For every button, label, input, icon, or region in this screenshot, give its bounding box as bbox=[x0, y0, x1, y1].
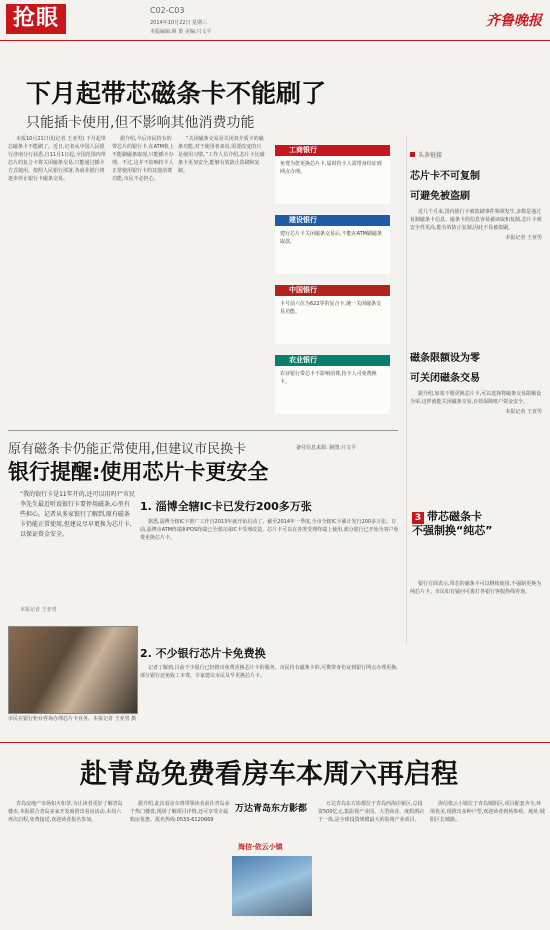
right-headline-1b: 可避免被盗刷 bbox=[410, 191, 470, 202]
byline: 本报记者 王亚男 bbox=[505, 409, 542, 415]
right-text-1: 近几个月来,国内银行卡被盗刷事件频频发生,多数是通过复制磁条卡信息。磁条卡的信息容易被读取和复制,芯片卡则安全性更高,能有效防止复制,因此不易被盗刷。 本报记者 王亚男 bbox=[410, 209, 542, 241]
right-headline-1a: 芯片卡不可复制 bbox=[410, 171, 480, 182]
bank-name: 中国银行 bbox=[275, 285, 390, 296]
bank-card-icbc bbox=[275, 145, 390, 207]
sidebar-headline: 3 带芯磁条卡 不强制换“纯芯” bbox=[412, 510, 493, 537]
bank-card-boc bbox=[275, 285, 390, 347]
story1-column-3: “关闭磁条交易是关闭双介质卡的磁条功能,对于使用者来说,需要改变的只是使用习惯。”工作人员介绍,芯片卡比磁条卡更加安全,能够有效防止盗刷和复制。 bbox=[178, 136, 265, 174]
story1-column-1: 本报10月21日讯(记者 王亚男) 下月起带芯磁条卡不能刷了。近日,记者从中国人民银行济南分行获悉,自11月1日起,全国范围内带芯片的复合卡将关闭磁条交易,只能通过插卡方式使用。按照人民银行部署,各商业银行将逐步停止银行卡磁条交易。 bbox=[8, 136, 106, 182]
bank-note: 农业银行带芯卡不影响消费,持卡人可免费换卡。 bbox=[275, 366, 390, 414]
story3-column-e: 海信依云小镇位于青岛城阳区,项目配套齐全,环境优美,现推出多种户型,欢迎读者到场参观。地址:城阳区长城路。 bbox=[430, 801, 545, 823]
story2-headline: 银行提醒:使用芯片卡更安全 bbox=[8, 460, 269, 484]
byline: 本报记者 王亚男 bbox=[505, 235, 542, 241]
bank-note: 建行芯片卡关闭磁条交易后,不能在ATM刷磁条取款。 bbox=[275, 226, 390, 274]
link-tag: 头条链接 bbox=[410, 150, 442, 159]
story2-subheading-1: 1. 淄博全辖IC卡已发行200多万张 bbox=[140, 500, 312, 513]
bank-card-ccb bbox=[275, 215, 390, 277]
ad-subtitle: 海信·依云小镇 bbox=[238, 843, 283, 851]
photo-caption: 市民在银行柜台咨询办理芯片卡业务。本报记者 王亚男 摄 bbox=[8, 716, 137, 722]
bank-card-abc bbox=[275, 355, 390, 417]
newspaper-logo: 齐鲁晚报 bbox=[486, 13, 542, 29]
ad-title: 万达青岛东方影都 bbox=[235, 804, 308, 814]
bank-infographic bbox=[270, 135, 400, 435]
bank-note: 卡号前六位为622等的复合卡,统一关闭磁条交易功能。 bbox=[275, 296, 390, 344]
bottom-section-divider bbox=[0, 742, 550, 743]
sidebar-text: 银行方面表示,带芯的磁条卡可以继续使用,不强制更换为纯芯片卡。市民如有疑问可拨打各银行客服热线咨询。 bbox=[410, 581, 542, 595]
bank-name: 工商银行 bbox=[275, 145, 390, 156]
story2-text-2: 记者了解到,目前不少银行已经推出免费更换芯片卡的服务。市民持有磁条卡的,可携带身份证到银行网点办理更换,部分银行还免收工本费。专家建议市民及早更换芯片卡。 bbox=[140, 665, 398, 679]
bank-note: 免费为您更换芯片卡,届时持卡人需带身份证到网点办理。 bbox=[275, 156, 390, 204]
story2-kicker: 原有磁条卡仍能正常使用,但建议市民换卡 bbox=[8, 442, 247, 457]
sidebar-number-badge: 3 bbox=[412, 512, 424, 524]
story2-byline: 本报记者 王亚男 bbox=[20, 607, 57, 613]
bank-counter-photo bbox=[8, 626, 138, 714]
masthead-divider bbox=[0, 40, 550, 41]
story1-column-2: 据介绍,今后市民持有的带芯片的银行卡,在ATM机上不能刷磁条取现,只能插卡办理。不过,这并不影响持卡人正常使用银行卡的其他消费功能,市民不必担心。 bbox=[112, 136, 174, 182]
bank-name: 建设银行 bbox=[275, 215, 390, 226]
right-text-2: 据介绍,如果不想更换芯片卡,可以选择将磁条交易限额设为零,这样就能关闭磁条交易,有效保障账户资金安全。 本报记者 王亚男 bbox=[410, 391, 542, 415]
editor-line: 本版编辑:姚 策 美编:只文平 bbox=[150, 29, 212, 35]
story1-headline: 下月起带芯磁条卡不能刷了 bbox=[26, 79, 327, 108]
dateline: 2014年10月22日 星期三 bbox=[150, 20, 208, 26]
page-code: C02-C03 bbox=[150, 6, 185, 15]
story3-column-d: 万达青岛东方影都位于青岛西海岸新区,总投资500亿元,集影视产业园、大型商业、度假酒店于一体,是全球投资规模最大的影视产业项目。 bbox=[318, 801, 425, 823]
tag-marker bbox=[410, 152, 415, 157]
story3-column-a: 青岛房地产市场如火如荼,为让读者更好了解青岛楼市,本报联合青岛多家开发商推出看房活动,本周六再次启程,免费接送,欢迎读者报名参加。 bbox=[8, 801, 123, 823]
section-brand: 抢眼 bbox=[6, 4, 66, 34]
section-divider bbox=[8, 430, 398, 431]
property-photo bbox=[232, 856, 312, 916]
right-headline-2a: 磁条限额设为零 bbox=[410, 353, 480, 364]
story2-lead: “我的银行卡是11年开的,还可以用吗?”市民李先生最近听说银行卡要停用磁条,心里有些担心。记者从多家银行了解到,原有磁条卡仍能正常使用,但建议尽早更换为芯片卡,以保证资金安全。 bbox=[20, 491, 135, 538]
story2-text-1: 据悉,淄博全辖IC卡推广工作自2013年就开始启动了。截至2014年一季度,全市全辖IC卡累计发行200多万张。日前,淄博市ATM终端和POS终端已全部完成IC卡受理改造。芯片卡可以在各类受理终端上使用,部分银行已开始为客户免费更换芯片卡。 bbox=[140, 519, 399, 541]
story3-column-b: 据介绍,此次看房车将带领读者前往青岛多个热门楼盘,现场了解项目详情,还可享受专属购房优惠。报名热线:0533-6120669 bbox=[130, 801, 230, 823]
story1-subhead: 只能插卡使用,但不影响其他消费功能 bbox=[26, 115, 255, 131]
right-headline-2b: 可关闭磁条交易 bbox=[410, 373, 480, 384]
bank-name: 农业银行 bbox=[275, 355, 390, 366]
story2-subheading-2: 2. 不少银行芯片卡免费换 bbox=[140, 647, 266, 660]
story3-headline: 赴青岛免费看房车本周六再启程 bbox=[80, 759, 458, 790]
graphic-credit: 备付信息来源: 制图:只文平 bbox=[296, 445, 356, 451]
